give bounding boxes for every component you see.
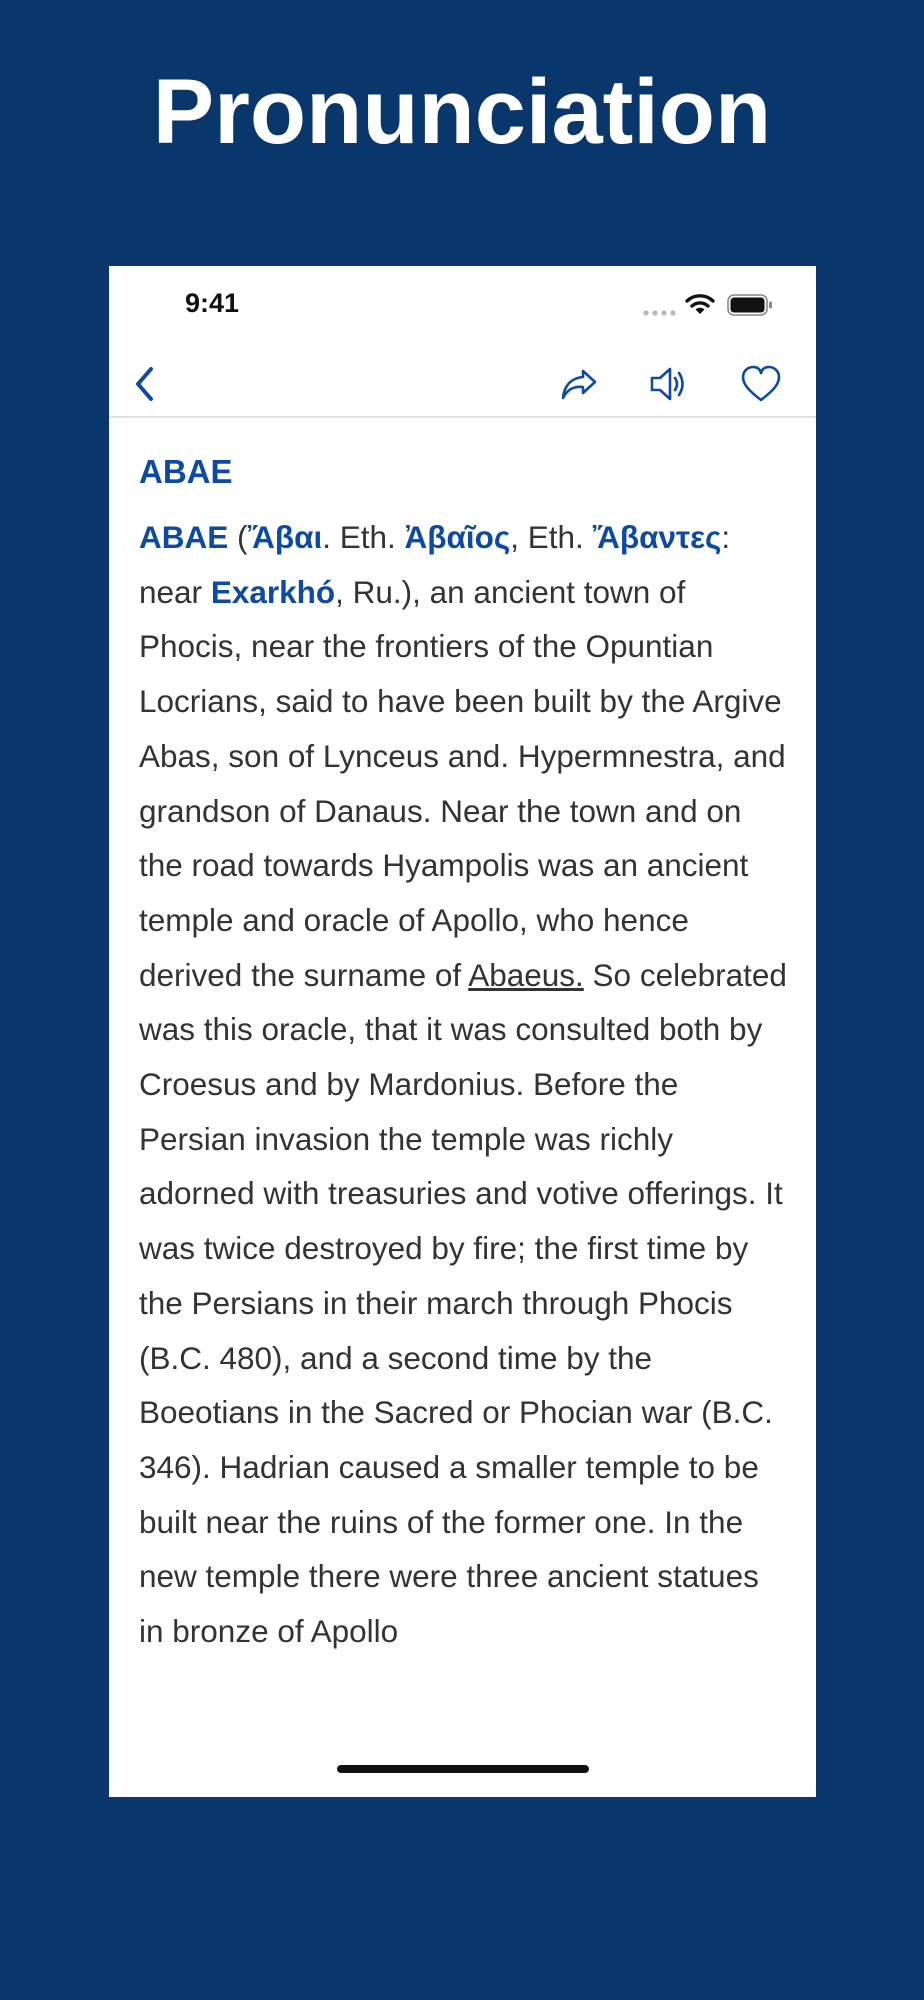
pronunciation-speaker-button[interactable] [639, 352, 699, 416]
favorite-button[interactable] [729, 352, 793, 416]
text-run: , Eth. [510, 519, 593, 555]
speaker-icon [648, 364, 690, 404]
greek-ethnic: Ἀβαῖος [404, 519, 511, 555]
share-button[interactable] [549, 352, 609, 416]
status-time: 9:41 [185, 288, 240, 318]
greek-name: Ἄβαι [247, 519, 323, 555]
text-run: So celebrated was this oracle, that it was consulted both by Croesus and by Mardonius. Before the Persian invasion the temple was richly adorned with treasuries and votive offerings. It was twice destroyed by fire; the first time by the Persians in their march through Phocis (B.C. 480), and a second time by the Boeotians in the Sacred or Phocian war (B.C. 346). Hadrian caused a smaller temple to be built near the ruins of the former one. In the new temple there were three ancient statues in bronze of Apollo [139, 956, 787, 1650]
content-clip [139, 1722, 789, 1736]
text-run: : near [139, 519, 731, 610]
entry-body [139, 510, 789, 1659]
phone-screen [109, 266, 816, 1797]
cross-reference-link[interactable]: Abaeus. [468, 956, 584, 993]
entry-title: ABAE [139, 453, 233, 490]
heart-icon [740, 365, 782, 403]
back-button[interactable] [121, 352, 169, 416]
share-arrow-icon [559, 366, 599, 402]
entry-content[interactable] [139, 446, 789, 1736]
cellular-signal-icon [643, 310, 677, 316]
chevron-left-icon [133, 365, 157, 403]
text-run: , Ru.), an ancient town of Phocis, near the frontiers of the Opuntian Locrians, said to have been built by the Argive Abas, son of Lynceus and. Hypermnestra, and grandson of Danaus. Near the town and on the road towards Hyampolis was an ancient temple and oracle of Apollo, who hence derived the surname of [139, 573, 786, 993]
wifi-icon [685, 293, 715, 315]
headword: ABAE [139, 519, 229, 555]
text-run: . Eth. [322, 519, 405, 555]
greek-ethnic-plural: Ἄβαντες [592, 519, 722, 555]
text-run: ( [228, 519, 248, 555]
promo-headline: Pronunciation [152, 61, 772, 163]
navbar-divider [109, 416, 816, 418]
navigation-bar [109, 352, 816, 416]
home-indicator [337, 1765, 589, 1773]
battery-icon [727, 294, 773, 316]
modern-name: Exarkhó [210, 573, 336, 610]
